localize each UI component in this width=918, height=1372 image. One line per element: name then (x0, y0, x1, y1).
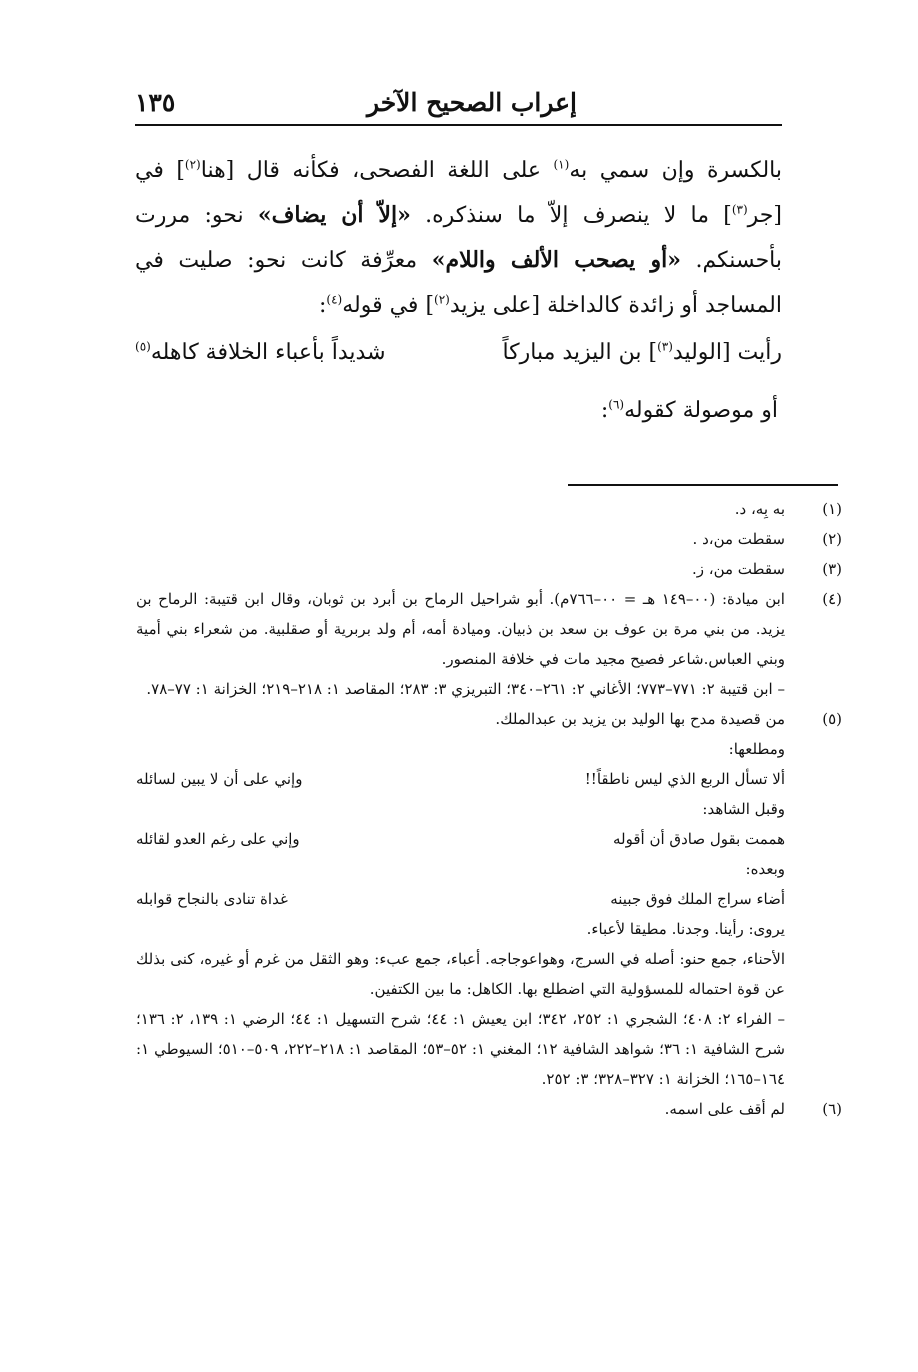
footnote-continuation (136, 794, 842, 824)
footnote-ref: (٢) (184, 157, 201, 172)
page-number: ١٣٥ (135, 88, 176, 117)
verse-first-hemistich: ألا تسأل الربع الذي ليس ناطقاً!! (584, 770, 785, 788)
text-run: أو موصولة كقوله (624, 398, 778, 423)
footnote-label: وبعده: (745, 860, 785, 878)
footnote (136, 494, 842, 524)
footnote-number: (٣) (822, 560, 842, 578)
footnote-label: ومطلعها: (728, 740, 785, 758)
footnote-separator (568, 484, 838, 486)
footnote-text: به بِه، د. (734, 500, 785, 518)
text-run: ] في قوله (342, 293, 435, 318)
footnote-text: لم أقف على اسمه. (664, 1100, 785, 1118)
footnote-number: (١) (822, 500, 842, 518)
footnote-gloss: الأحناء، جمع حنو: أصله في السرج، وهواعوجاجه. أعباء، جمع عبء: وهو الثقل من غرم أو غيره، كنى بذلك عن قوة احتماله للمسؤولية التي اضطلع بها. الكاهل: ما بين الكتفين. (136, 950, 785, 998)
footnote (136, 554, 842, 584)
footnotes (136, 494, 842, 1124)
continuation-line (601, 398, 778, 423)
footnote-number: (٢) (822, 530, 842, 548)
text-run: رأيت [الوليد (672, 340, 782, 365)
footnote (136, 524, 842, 554)
text-run: معرِّفة كانت نحو: صليت في المساجد أو زائدة كالداخلة [على يزيد (135, 248, 782, 318)
footnote (136, 704, 842, 764)
footnote-references: – ابن قتيبة ٢: ٧٧١–٧٧٣؛ الأغاني ٢: ٢٦١–٣٤٠؛ التبريزي ٣: ٢٨٣؛ المقاصد ١: ٢١٨–٢١٩؛ الخزانة ١: ٧٧–٧٨. (146, 680, 785, 698)
footnote (136, 584, 842, 704)
footnote-verse (136, 824, 842, 854)
bold-phrase: «أو يصحب الألف واللام» (431, 247, 681, 273)
verse-second-hemistich (135, 340, 386, 365)
verse-first-hemistich (502, 340, 782, 365)
text-run: بالكسرة وإن سمي به (569, 158, 782, 183)
footnote-number: (٦) (822, 1100, 842, 1118)
verse-first-hemistich: أضاء سراج الملك فوق جبينه (610, 890, 785, 908)
footnote-text: ابن ميادة: (٠٠–١٤٩ هـ = ٠٠–٧٦٦م). أبو شراحيل الرماح بن أبرد بن ثوبان، وقال ابن قتيبة: الرماح بن يزيد. من بني مرة بن عوف بن سعد بن ذبيان. وميادة أمه، أم ولد بربرية أو صقلبية. من شعراء بني أمية وبني العباس.شاعر فصيح مجيد مات في خلافة المنصور. (136, 590, 785, 668)
footnote-text: من قصيدة مدح بها الوليد بن يزيد بن عبدالملك. (495, 710, 785, 728)
footnote-ref: (٥) (135, 339, 151, 354)
footnote-verse (136, 884, 842, 914)
footnote-ref: (٣) (731, 202, 748, 217)
footnote-text: سقطت من، ز. (691, 560, 785, 578)
text-run: : (318, 293, 327, 318)
footnote-continuation (136, 854, 842, 884)
footnote-ref: (٣) (657, 339, 673, 354)
footnote-number: (٥) (822, 710, 842, 728)
main-paragraph (135, 148, 782, 328)
footnote-text: سقطت من،د . (692, 530, 785, 548)
footnote-ref: (١) (553, 157, 570, 172)
verse-second-hemistich: وإني على رغم العدو لقائله (136, 830, 300, 848)
text-run: نحو: مررت بأحسنكم. (135, 203, 783, 273)
footnote-ref: (٤) (326, 292, 343, 307)
footnote-label: وقبل الشاهد: (702, 800, 785, 818)
footnote-number: (٤) (822, 590, 842, 608)
text-run: على اللغة الفصحى، فكأنه قال [هنا (200, 158, 554, 183)
verse-line (135, 340, 782, 382)
footnote-ref: (٢) (434, 292, 450, 307)
verse-second-hemistich: وإني على أن لا يبين لسائله (136, 770, 303, 788)
text-run: ] في [جر (135, 158, 782, 228)
page-header (135, 88, 782, 126)
footnote-continuation (136, 914, 842, 1094)
text-run: : (600, 398, 609, 423)
verse-first-hemistich: هممت بقول صادق أن أقوله (613, 830, 785, 848)
text-run: ] ما لا ينصرف إلاّ ما سنذكره. (410, 203, 732, 228)
verse-second-hemistich: غداة تنادى بالنجاح قوابله (136, 890, 288, 908)
footnote-ref: (٦) (608, 397, 625, 412)
text-run: شديداً بأعباء الخلافة كاهله (150, 340, 386, 365)
footnote-references: – الفراء ٢: ٤٠٨؛ الشجري ١: ٢٥٢، ٣٤٢؛ ابن يعيش ١: ٤٤؛ شرح التسهيل ١: ٤٤؛ الرضي ١: ١٣٩، ٢: ١٣٦؛ شرح الشافية ١: ٣٦؛ شواهد الشافية ١٢؛ المغني ١: ٥٢–٥٣؛ المقاصد ١: ٢١٨–٢٢٢، ٥٠٩–٥١٠؛ السيوطي ١: ١٦٤–١٦٥؛ الخزانة ١: ٣٢٧–٣٢٨؛ ٣: ٢٥٢. (136, 1010, 786, 1088)
running-title: إعراب الصحيح الآخر (366, 88, 577, 117)
footnote (136, 1094, 842, 1124)
main-text (135, 148, 782, 328)
text-run: ] بن اليزيد مباركاً (502, 340, 658, 365)
footnote-variant: يروى: رأينا. وجدنا. مطيقا لأعباء. (586, 920, 785, 938)
bold-phrase: «إلاّ أن يضاف» (257, 202, 411, 228)
footnote-verse (136, 764, 842, 794)
